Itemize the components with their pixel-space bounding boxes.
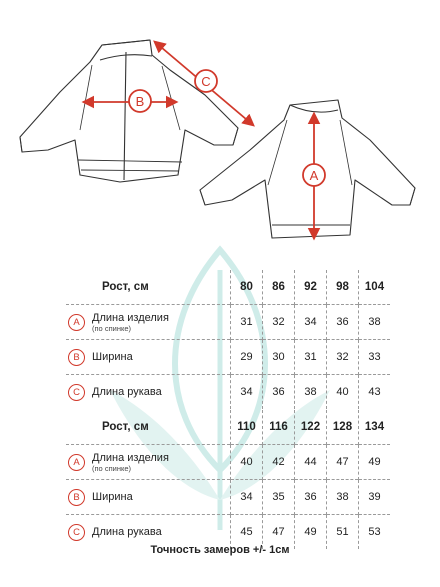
table-cell: 47 [263,515,295,550]
size-header: 98 [327,270,359,305]
table-row [66,375,390,410]
size-header: 116 [263,410,295,445]
table-row [66,340,390,375]
row-sublabel: (по спинке) [92,323,131,333]
table-cell: 34 [231,375,263,410]
table-cell: 38 [327,480,359,515]
table-header-row [66,270,390,305]
marker-a-back: A [309,168,319,183]
marker-a-icon: A [68,454,85,471]
size-header: 134 [359,410,391,445]
marker-b-front: B [135,94,145,109]
table-cell: 42 [263,445,295,480]
table-cell: 38 [295,375,327,410]
marker-c-icon: C [68,384,85,401]
height-label: Рост, см [102,281,149,293]
size-header: 104 [359,270,391,305]
size-header: 92 [295,270,327,305]
table-cell: 33 [359,340,391,375]
table-cell: 30 [263,340,295,375]
marker-b-icon: B [68,489,85,506]
table-cell: 36 [295,480,327,515]
size-table-2 [66,410,390,549]
table-cell: 49 [295,515,327,550]
table-cell: 53 [359,515,391,550]
jacket-diagram [0,0,440,260]
table-cell: 45 [231,515,263,550]
front-view [20,40,238,182]
size-table-1 [66,270,390,409]
table-cell: 34 [295,305,327,340]
table-cell: 44 [295,445,327,480]
table-cell: 36 [327,305,359,340]
table-cell: 40 [231,445,263,480]
table-cell: 40 [327,375,359,410]
marker-c-front: C [201,74,211,89]
row-label: Длина изделия [92,451,169,464]
size-header: 86 [263,270,295,305]
table-row [66,305,390,340]
table-cell: 35 [263,480,295,515]
size-header: 128 [327,410,359,445]
size-header: 110 [231,410,263,445]
table-header-row [66,410,390,445]
row-label: Ширина [92,491,133,503]
table-cell: 32 [327,340,359,375]
height-label: Рост, см [102,421,149,433]
table-row [66,445,390,480]
marker-b-icon: B [68,349,85,366]
table-cell: 36 [263,375,295,410]
table-cell: 38 [359,305,391,340]
table-cell: 39 [359,480,391,515]
table-cell: 29 [231,340,263,375]
row-label: Длина рукава [92,526,162,538]
table-cell: 51 [327,515,359,550]
row-label: Длина рукава [92,386,162,398]
table-cell: 49 [359,445,391,480]
table-cell: 34 [231,480,263,515]
table-cell: 47 [327,445,359,480]
table-row [66,480,390,515]
marker-a-icon: A [68,314,85,331]
accuracy-note: Точность замеров +/- 1см [150,544,290,556]
row-label: Ширина [92,351,133,363]
table-cell: 31 [295,340,327,375]
row-label: Длина изделия [92,311,169,324]
table-cell: 43 [359,375,391,410]
size-header: 122 [295,410,327,445]
marker-c-icon: C [68,524,85,541]
table-cell: 31 [231,305,263,340]
table-cell: 32 [263,305,295,340]
row-sublabel: (по спинке) [92,463,131,473]
size-header: 80 [231,270,263,305]
